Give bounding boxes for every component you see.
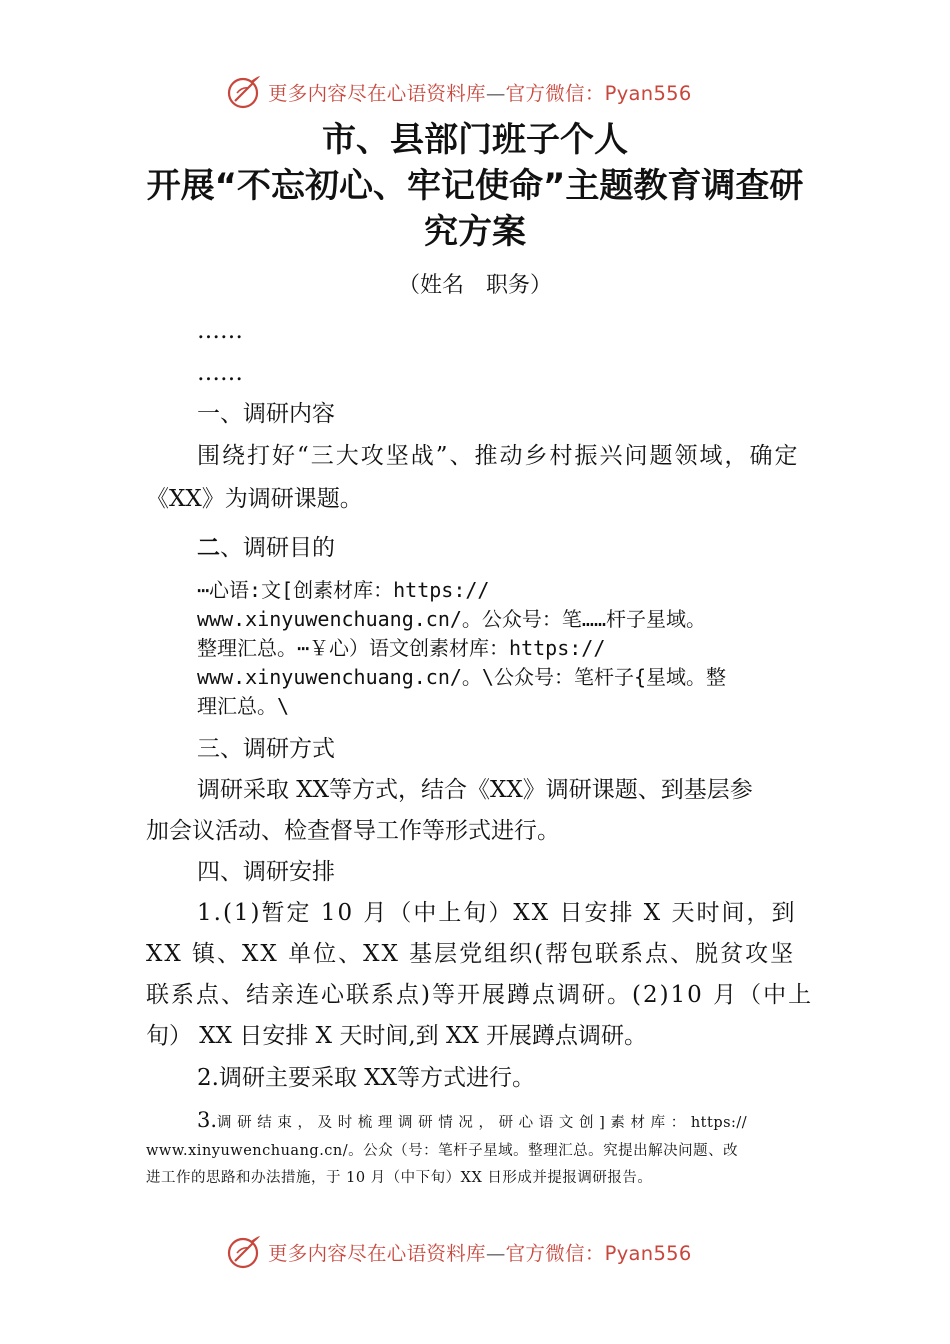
author-subtitle: （姓名 职务） bbox=[397, 273, 552, 298]
document-title-line-1: 市、县部门班子个人 bbox=[322, 120, 628, 160]
section-heading-purpose: 二、调研目的 bbox=[197, 535, 335, 561]
banner-text: 更多内容尽在心语资料库—官方微信：Pyan556 bbox=[268, 1242, 692, 1265]
section-heading-content: 一、调研内容 bbox=[197, 401, 335, 427]
watermark-banner-bottom bbox=[226, 1232, 692, 1272]
paragraph-line: 《XX》为调研课题。 bbox=[146, 486, 363, 512]
section-heading-method: 三、调研方式 bbox=[197, 736, 335, 762]
paragraph-line: 加会议活动、检查督导工作等形式进行。 bbox=[146, 818, 560, 844]
paragraph-line: 整理汇总。⋯￥心）语文创素材库：https:// bbox=[197, 636, 606, 660]
document-title-line-2: 开展“不忘初心、牢记使命”主题教育调查研 bbox=[146, 166, 804, 206]
paragraph-line: www.xinyuwenchuang.cn/。公众号：笔……杆子星域。 bbox=[197, 607, 706, 631]
paragraph-line: 联系点、结亲连心联系点)等开展蹲点调研。(2)10 月（中上 bbox=[146, 982, 814, 1008]
quill-logo-icon bbox=[226, 1234, 262, 1270]
section-heading-schedule: 四、调研安排 bbox=[197, 859, 335, 885]
quill-logo-icon bbox=[226, 74, 262, 110]
paragraph-line: 进工作的思路和办法措施，于 10 月（中下旬）XX 日形成并提报调研报告。 bbox=[146, 1170, 653, 1186]
paragraph-line: ⋯心语:文[创素材库：https:// bbox=[197, 578, 490, 602]
paragraph-line: 1.(1)暂定 10 月（中上旬）XX 日安排 X 天时间，到 bbox=[197, 900, 797, 926]
paragraph-line: 2.调研主要采取 XX等方式进行。 bbox=[197, 1065, 536, 1091]
paragraph-line: 围绕打好“三大攻坚战”、推动乡村振兴问题领域，确定 bbox=[197, 443, 800, 469]
paragraph-line: www.xinyuwenchuang.cn/。公众（号：笔杆子星域。整理汇总。究提出解决问题、改 bbox=[146, 1143, 739, 1159]
watermark-banner-top bbox=[226, 72, 692, 112]
paragraph-line: 旬） XX 日安排 X 天时间,到 XX 开展蹲点调研。 bbox=[146, 1023, 648, 1049]
paragraph-line: 调研采取 XX等方式，结合《XX》调研课题、到基层参 bbox=[197, 777, 753, 803]
paragraph-line: XX 镇、XX 单位、XX 基层党组织(帮包联系点、脱贫攻坚 bbox=[146, 941, 796, 967]
ellipsis-line: …… bbox=[197, 318, 243, 344]
document-title-line-3: 究方案 bbox=[424, 212, 526, 252]
paragraph-line: 3.调 研 结 束 ， 及 时 梳 理 调 研 情 况 ， 研 心 语 文 创 ] 素 材 库 ： https:// bbox=[197, 1108, 748, 1132]
paragraph-line: 理汇总。\ bbox=[197, 694, 290, 718]
ellipsis-line: …… bbox=[197, 360, 243, 386]
banner-text: 更多内容尽在心语资料库—官方微信：Pyan556 bbox=[268, 82, 692, 105]
paragraph-line: www.xinyuwenchuang.cn/。\公众号：笔杆子{星域。整 bbox=[197, 665, 726, 689]
